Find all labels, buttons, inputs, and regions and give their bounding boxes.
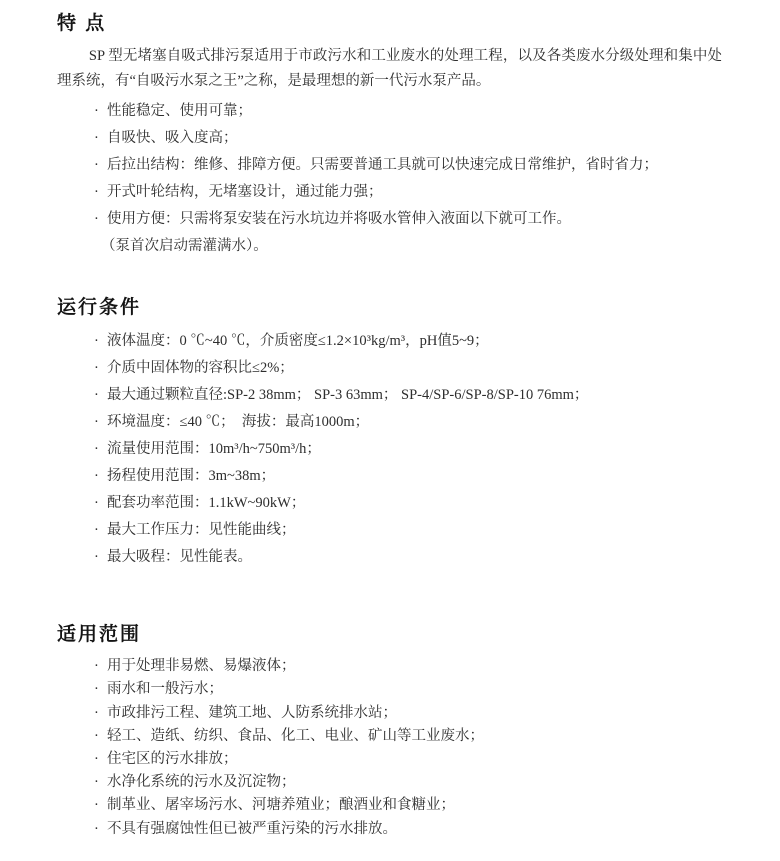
section-title-application-scope: 适用范围 (57, 623, 142, 645)
bullet-text: 住宅区的污水排放； (107, 751, 238, 768)
bullet-text: 扬程使用范围：3m~38m； (107, 467, 276, 484)
bullet-text: 最大工作压力：见性能曲线； (107, 521, 296, 538)
bullet-marker: · (94, 751, 99, 768)
bullet-text: 性能稳定、使用可靠； (107, 102, 252, 119)
bullet-marker: · (94, 156, 99, 173)
features-intro-paragraph: SP 型无堵塞自吸式排污泵适用于市政污水和工业废水的处理工程，以及各类废水分级处理和集中处理系统，有“自吸污水泵之王”之称，是最理想的新一代污水泵产品。 (57, 47, 722, 89)
bullet-marker: · (94, 332, 99, 349)
bullet-marker: · (94, 658, 99, 675)
bullet-marker: · (94, 102, 99, 119)
bullet-text: 市政排污工程、建筑工地、人防系统排水站； (107, 704, 397, 721)
bullet-marker: · (94, 129, 99, 146)
bullet-marker: · (94, 797, 99, 814)
bullet-text: 配套功率范围：1.1kW~90kW； (107, 494, 306, 511)
bullet-text: 使用方便：只需将泵安装在污水坑边并将吸水管伸入液面以下就可工作。 (107, 210, 571, 227)
list-item (94, 463, 722, 490)
list-item (94, 544, 722, 571)
bullet-marker: · (94, 494, 99, 511)
bullet-marker: · (94, 413, 99, 430)
list-item (94, 382, 722, 409)
list-item (94, 655, 722, 678)
bullet-marker: · (94, 467, 99, 484)
list-item (94, 206, 722, 233)
bullet-text: 流量使用范围：10m³/h~750m³/h； (107, 440, 321, 457)
list-item (94, 490, 722, 517)
features-bullet-list (57, 98, 722, 233)
bullet-text: 液体温度：0 ℃~40 ℃，介质密度≤1.2×10³kg/m³，pH值5~9； (107, 332, 489, 349)
section-features (57, 12, 722, 260)
list-item (94, 179, 722, 206)
bullet-text: 开式叶轮结构，无堵塞设计，通过能力强； (107, 183, 383, 200)
list-item (94, 517, 722, 544)
bullet-marker: · (94, 727, 99, 744)
startup-note: （泵首次启动需灌满水）。 (101, 237, 268, 254)
bullet-text: 介质中固体物的容积比≤2%； (107, 359, 294, 376)
bullet-marker: · (94, 774, 99, 791)
list-item (94, 152, 722, 179)
list-item (94, 436, 722, 463)
bullet-text: 后拉出结构：维修、排障方便。只需要普通工具就可以快速完成日常维护，省时省力； (107, 156, 658, 173)
bullet-text: 自吸快、吸入度高； (107, 129, 238, 146)
bullet-marker: · (94, 183, 99, 200)
bullet-text: 水净化系统的污水及沉淀物； (107, 774, 296, 791)
bullet-text: 最大吸程：见性能表。 (107, 548, 252, 565)
section-title-operating-conditions: 运行条件 (57, 296, 142, 318)
section-application-scope (57, 623, 722, 841)
list-item (94, 818, 722, 841)
bullet-marker: · (94, 440, 99, 457)
application-scope-bullet-list (57, 655, 722, 841)
bullet-text: 用于处理非易燃、易爆液体； (107, 658, 296, 675)
operating-conditions-bullet-list (57, 328, 722, 571)
section-title-features: 特 点 (57, 13, 107, 34)
bullet-marker: · (94, 820, 99, 837)
list-item (94, 409, 722, 436)
section-operating-conditions (57, 296, 722, 571)
bullet-marker: · (94, 210, 99, 227)
bullet-marker: · (94, 704, 99, 721)
bullet-text: 轻工、造纸、纺织、食品、化工、电业、矿山等工业废水； (107, 727, 484, 744)
list-item (94, 702, 722, 725)
list-item (94, 125, 722, 152)
bullet-marker: · (94, 521, 99, 538)
list-item (94, 355, 722, 382)
list-item (94, 748, 722, 771)
list-item (94, 328, 722, 355)
list-item (94, 678, 722, 701)
bullet-text: 制革业、屠宰场污水、河塘养殖业；酿酒业和食糖业； (107, 797, 455, 814)
list-item (94, 794, 722, 817)
list-item (94, 725, 722, 748)
bullet-marker: · (94, 359, 99, 376)
bullet-text: 雨水和一般污水； (107, 681, 223, 698)
list-item (94, 98, 722, 125)
bullet-marker: · (94, 548, 99, 565)
list-item (94, 771, 722, 794)
bullet-text: 不具有强腐蚀性但已被严重污染的污水排放。 (107, 820, 397, 837)
bullet-text: 环境温度：≤40 ℃； 海拔：最高1000m； (107, 413, 370, 430)
bullet-text: 最大通过颗粒直径:SP-2 38mm； SP-3 63mm； SP-4/SP-6/SP-8/SP-10 76mm； (107, 386, 589, 403)
bullet-marker: · (94, 386, 99, 403)
bullet-marker: · (94, 681, 99, 698)
